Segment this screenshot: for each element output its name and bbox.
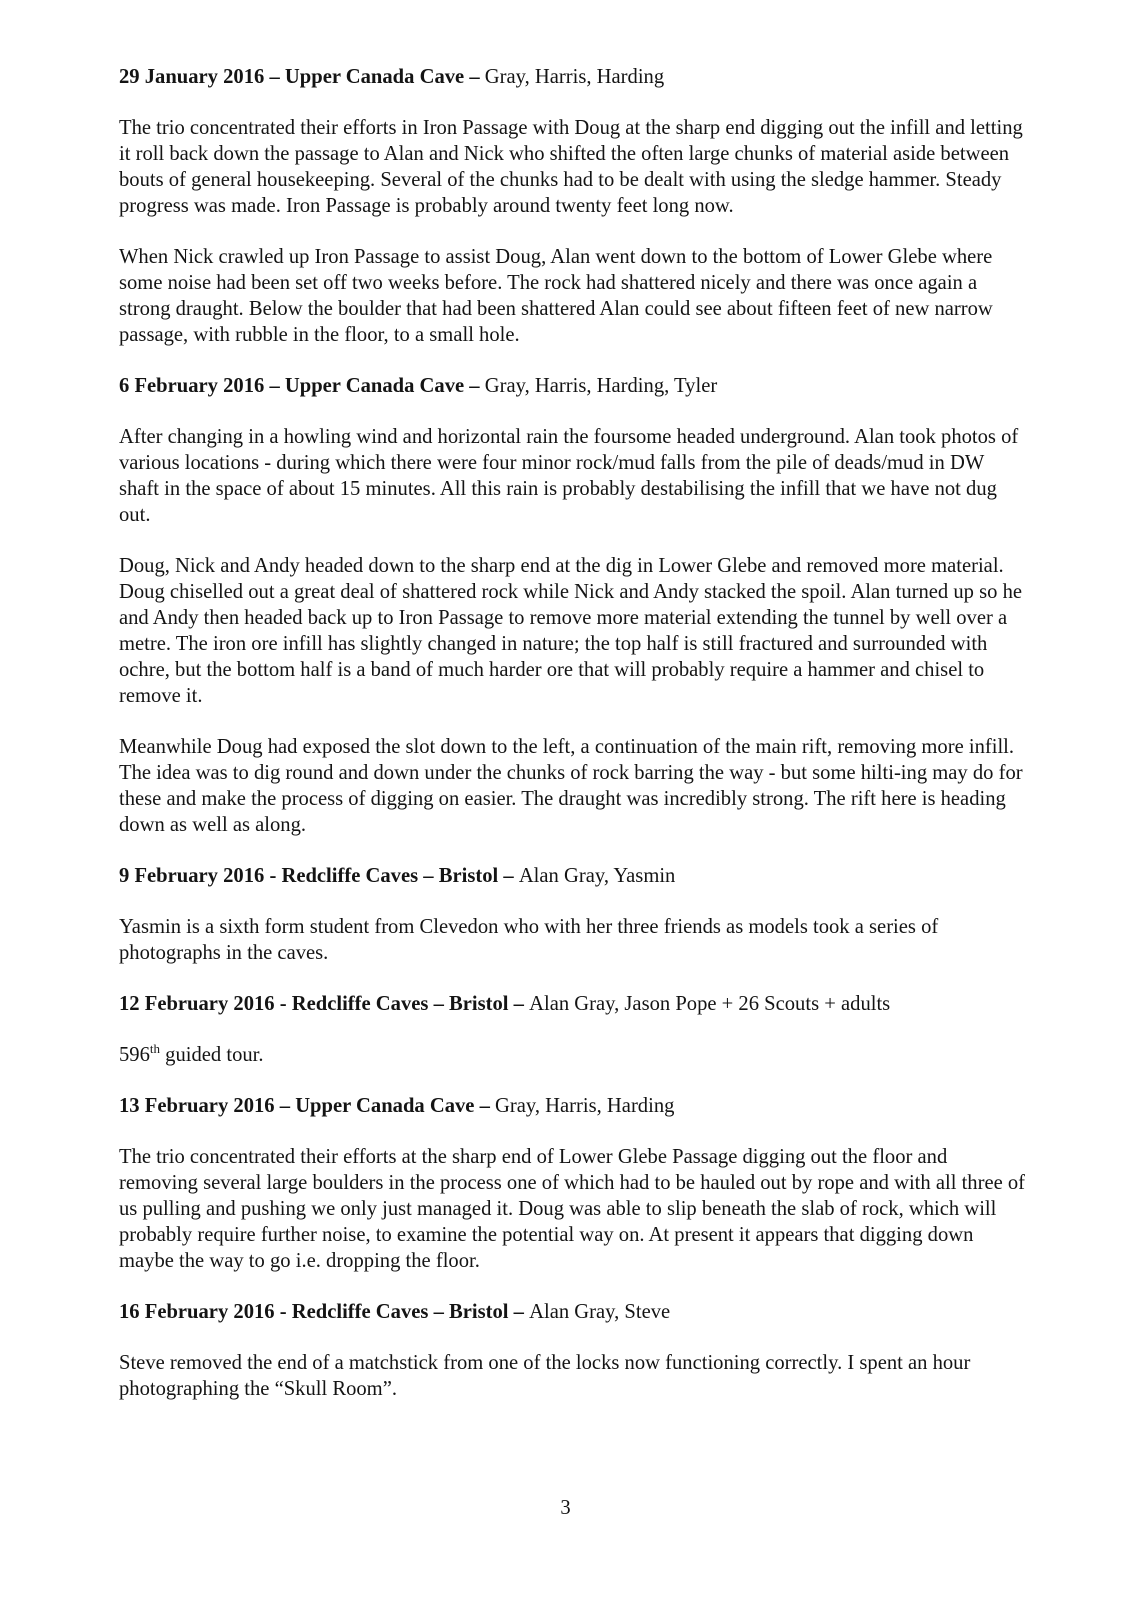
log-entry: [119, 1299, 1029, 1402]
entry-paragraph: Meanwhile Doug had exposed the slot down to the left, a continuation of the main rift, removing more infill. The idea was to dig round and down under the chunks of rock barring the way - but some hilti-ing may do for these and make the process of digging on easier. The draught was incredibly strong. The rift here is heading down as well as along.: [119, 736, 1023, 836]
entry-party: Alan Gray, Jason Pope + 26 Scouts + adults: [529, 993, 891, 1015]
entry-party: Gray, Harris, Harding: [484, 66, 665, 88]
entry-party: Gray, Harris, Harding, Tyler: [484, 375, 718, 397]
log-entry: [119, 1093, 1029, 1274]
entry-paragraph: The trio concentrated their efforts at the sharp end of Lower Glebe Passage digging out the floor and removing several large boulders in the process one of which had to be hauled out by rope and with all three of us pulling and pushing we only just managed it. Doug was able to slip beneath the slab of rock, which will probably require further noise, to examine the potential way on. At present it appears that digging down maybe the way to go i.e. dropping the floor.: [119, 1146, 1026, 1272]
entry-location: Upper Canada Cave: [284, 375, 465, 397]
entry-date: 13 February 2016: [119, 1095, 275, 1117]
entry-paragraph: Yasmin is a sixth form student from Clevedon who with her three friends as models took a series of photographs in the caves.: [119, 916, 939, 964]
entry-paragraph: Doug, Nick and Andy headed down to the sharp end at the dig in Lower Glebe and removed more material. Doug chiselled out a great deal of shattered rock while Nick and Andy stacked the spoil. Alan turned up so he and Andy then headed back up to Iron Passage to remove more material extending the tunnel by well over a metre. The iron ore infill has slightly changed in nature; the top half is still fractured and surrounded with ochre, but the bottom half is a band of much harder ore that will probably require a hammer and chisel to remove it.: [119, 555, 1023, 707]
log-entry: [119, 373, 1029, 838]
entry-location: Redcliffe Caves – Bristol: [281, 865, 499, 887]
entry-date: 12 February 2016: [119, 993, 275, 1015]
tour-count: [119, 1042, 1029, 1068]
entry-heading: 13 February 2016 – Upper Canada Cave – Gray, Harris, Harding: [119, 1095, 675, 1117]
tour-text: guided tour.: [160, 1044, 264, 1066]
page-number: 3: [560, 1497, 571, 1519]
log-entry: [119, 64, 1029, 348]
log-entry: [119, 991, 1029, 1068]
tour-number: 596: [119, 1044, 150, 1066]
tour-number-suffix: th: [149, 1041, 161, 1057]
log-entry: [119, 863, 1029, 966]
entry-date: 29 January 2016: [119, 66, 265, 88]
entry-location: Upper Canada Cave: [295, 1095, 475, 1117]
log-content: [119, 64, 1029, 1427]
entry-heading: 12 February 2016 - Redcliffe Caves – Bristol – Alan Gray, Jason Pope + 26 Scouts + adults: [119, 993, 891, 1015]
entry-location: Upper Canada Cave: [284, 66, 465, 88]
entry-location: Redcliffe Caves – Bristol: [291, 993, 509, 1015]
entry-date: 16 February 2016: [119, 1301, 275, 1323]
entry-heading: 29 January 2016 – Upper Canada Cave – Gray, Harris, Harding: [119, 66, 665, 88]
entry-location: Redcliffe Caves – Bristol: [291, 1301, 509, 1323]
entry-heading: 9 February 2016 - Redcliffe Caves – Bristol – Alan Gray, Yasmin: [119, 865, 676, 887]
entry-date: 6 February 2016: [119, 375, 265, 397]
entry-paragraph: When Nick crawled up Iron Passage to assist Doug, Alan went down to the bottom of Lower Glebe where some noise had been set off two weeks before. The rock had shattered nicely and there was once again a strong draught. Below the boulder that had been shattered Alan could see about fifteen feet of new narrow passage, with rubble in the floor, to a small hole.: [119, 246, 993, 346]
entry-heading: 16 February 2016 - Redcliffe Caves – Bristol – Alan Gray, Steve: [119, 1301, 671, 1323]
entry-party: Alan Gray, Steve: [529, 1301, 671, 1323]
entry-date: 9 February 2016: [119, 865, 265, 887]
entry-heading: 6 February 2016 – Upper Canada Cave – Gray, Harris, Harding, Tyler: [119, 375, 718, 397]
entry-party: Gray, Harris, Harding: [495, 1095, 675, 1117]
entry-paragraph: After changing in a howling wind and horizontal rain the foursome headed underground. Alan took photos of various locations - during which there were four minor rock/mud falls from the pile of deads/mud in DW shaft in the space of about 15 minutes. All this rain is probably destabilising the infill that we have not dug out.: [119, 426, 1019, 526]
entry-paragraph: Steve removed the end of a matchstick from one of the locks now functioning correctly. I spent an hour photographing the “Skull Room”.: [119, 1352, 971, 1400]
entry-party: Alan Gray, Yasmin: [518, 865, 676, 887]
entry-paragraph: The trio concentrated their efforts in Iron Passage with Doug at the sharp end digging out the infill and letting it roll back down the passage to Alan and Nick who shifted the often large chunks of material aside between bouts of general housekeeping. Several of the chunks had to be dealt with using the sledge hammer. Steady progress was made. Iron Passage is probably around twenty feet long now.: [119, 117, 1023, 217]
